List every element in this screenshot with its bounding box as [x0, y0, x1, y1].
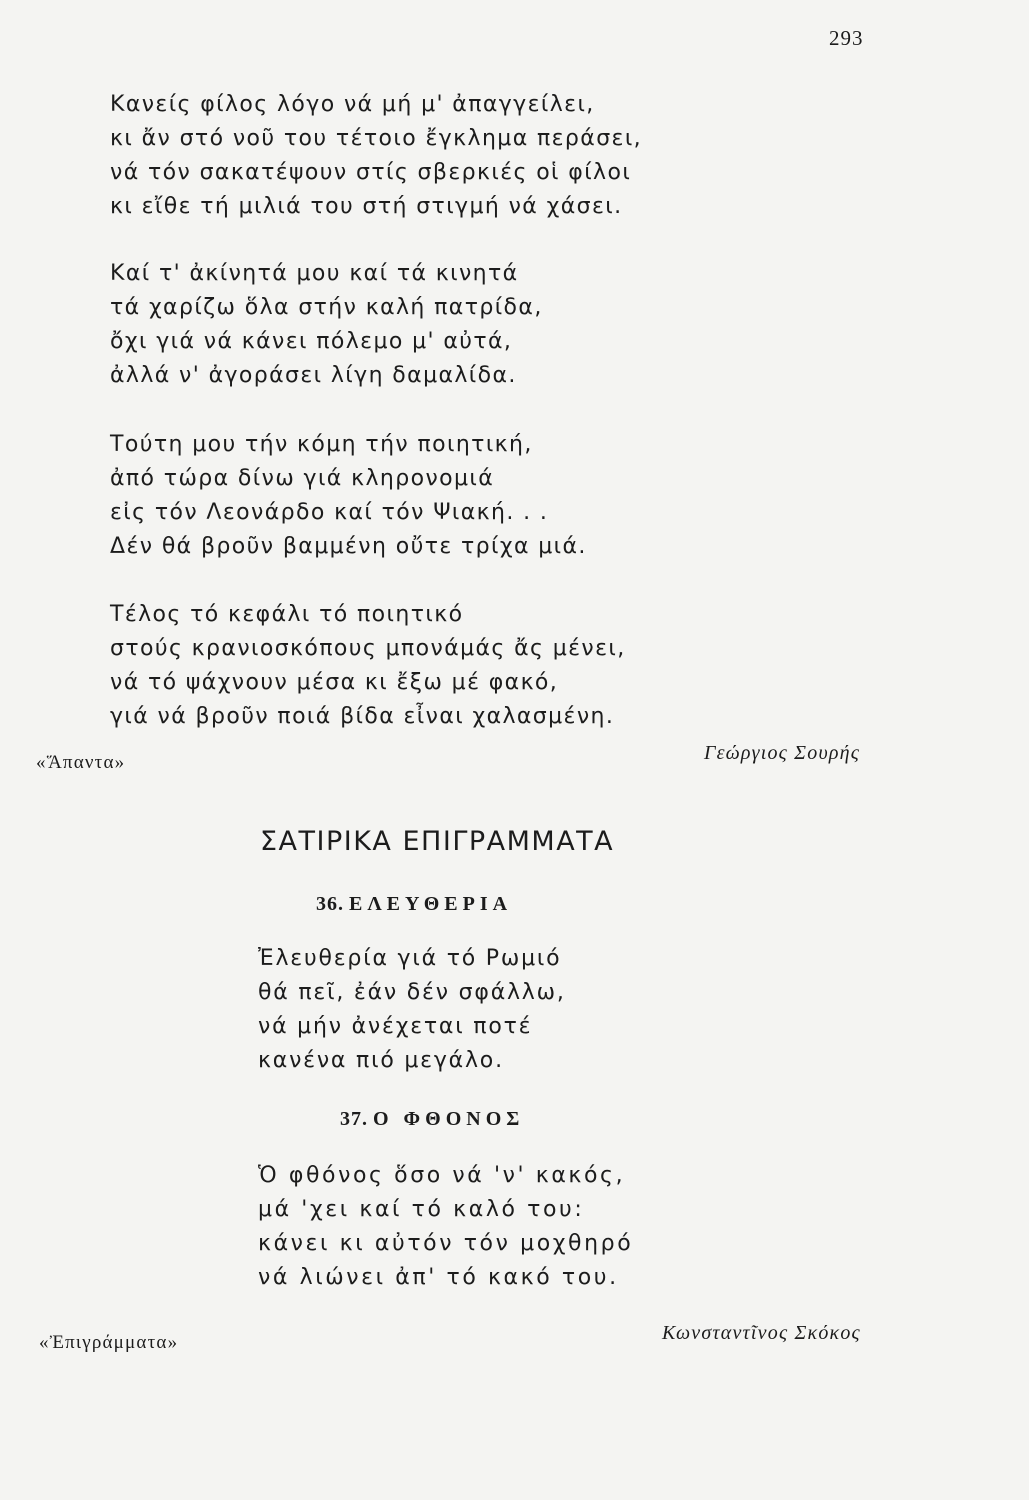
poem-stanza — [110, 598, 626, 734]
poem-line: γιά νά βροῦν ποιά βίδα εἶναι χαλασμένη. — [110, 704, 615, 729]
page-number: 293 — [829, 26, 864, 50]
poem-line: ἀλλά ν' ἀγοράσει λίγη δαμαλίδα. — [110, 363, 517, 388]
poem-line: στούς κρανιοσκόπους μπονάμάς ἄς μένει, — [110, 636, 626, 661]
epigram-line: Ὁ φθόνος ὅσο νά 'ν' κακός, — [258, 1163, 626, 1188]
poem-line: Τέλος τό κεφάλι τό ποιητικό — [110, 602, 464, 627]
epigram-line: νά μήν ἀνέχεται ποτέ — [258, 1014, 533, 1039]
poem-stanza — [110, 257, 543, 393]
poem-author: Γεώργιος Σουρής — [704, 742, 861, 764]
poem-line: ὄχι γιά νά κάνει πόλεμο μ' αὐτά, — [110, 329, 513, 354]
poem-line: τά χαρίζω ὅλα στήν καλή πατρίδα, — [110, 295, 543, 320]
poem-stanza — [110, 88, 642, 224]
epigram-title — [316, 893, 512, 916]
poem-line: Κανείς φίλος λόγο νά μή μ' ἀπαγγείλει, — [110, 92, 595, 117]
poem-stanza — [110, 428, 587, 564]
epigram-stanza — [258, 1159, 633, 1295]
poem-line: Τούτη μου τήν κόμη τήν ποιητική, — [110, 432, 533, 457]
section-source: «Ἐπιγράμματα» — [39, 1332, 179, 1353]
poem-line: εἰς τόν Λεονάρδο καί τόν Ψιακή. . . — [110, 500, 549, 525]
poem-line: Καί τ' ἀκίνητά μου καί τά κινητά — [110, 261, 519, 286]
poem-source: «Ἅπαντα» — [36, 752, 126, 773]
section-author: Κωνσταντῖνος Σκόκος — [662, 1322, 861, 1344]
epigram-line: θά πεῖ, ἐάν δέν σφάλλω, — [258, 980, 566, 1005]
poem-line: κι ἄν στό νοῦ του τέτοιο ἔγκλημα περάσει, — [110, 126, 643, 151]
section-title: ΣΑΤΙΡΙΚΑ ΕΠΙΓΡΑΜΜΑΤΑ — [260, 826, 615, 857]
epigram-line: μά 'χει καί τό καλό του: — [258, 1197, 585, 1222]
poem-line: νά τό ψάχνουν μέσα κι ἔξω μέ φακό, — [110, 670, 559, 695]
epigram-line: νά λιώνει ἀπ' τό κακό του. — [258, 1265, 619, 1290]
epigram-name: ΕΛΕΥΘΕΡΙΑ — [349, 893, 513, 915]
poem-line: Δέν θά βροῦν βαμμένη οὔτε τρίχα μιά. — [110, 534, 587, 559]
epigram-line: κανένα πιό μεγάλο. — [258, 1048, 504, 1073]
epigram-title — [340, 1108, 524, 1131]
poem-line: κι εἴθε τή μιλιά του στή στιγμή νά χάσει. — [110, 194, 623, 219]
epigram-stanza — [258, 942, 566, 1078]
epigram-number: 36. — [316, 893, 344, 915]
epigram-line: κάνει κι αὐτόν τόν μοχθηρό — [258, 1231, 634, 1256]
epigram-line: Ἐλευθερία γιά τό Ρωμιό — [258, 946, 562, 971]
epigram-name: Ο ΦΘΟΝΟΣ — [373, 1108, 525, 1130]
poem-line: νά τόν σακατέψουν στίς σβερκιές οἱ φίλοι — [110, 160, 632, 185]
epigram-number: 37. — [340, 1108, 368, 1130]
poem-line: ἀπό τώρα δίνω γιά κληρονομιά — [110, 466, 495, 491]
